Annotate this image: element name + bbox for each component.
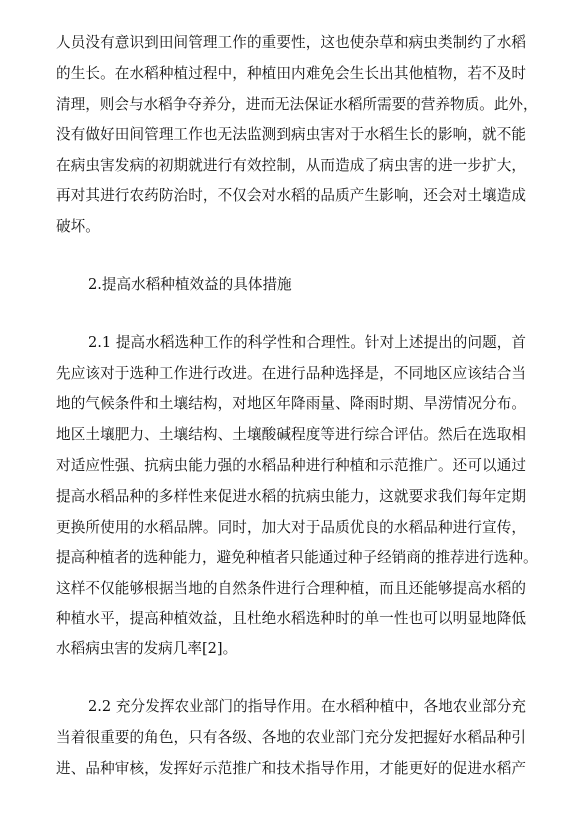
paragraph-2-line-2: 先应该对于选种工作进行改进。在进行品种选择是，不同地区应该结合当	[56, 365, 526, 382]
paragraph-1-line-7: 破坏。	[56, 218, 100, 235]
paragraph-1-line-3: 清理，则会与水稻争夺养分，进而无法保证水稻所需要的营养物质。此外，	[56, 96, 538, 113]
paragraph-2-line-1: 2.1 提高水稻选种工作的科学性和合理性。针对上述提出的问题，首	[88, 334, 526, 351]
paragraph-2-line-7: 更换所使用的水稻品牌。同时，加大对于品质优良的水稻品种进行宣传，	[56, 519, 526, 536]
paragraph-2-line-5: 对适应性强、抗病虫能力强的水稻品种进行种植和示范推广。还可以通过	[56, 457, 526, 474]
paragraph-2-line-10: 种植水平，提高种植效益，且杜绝水稻选种时的单一性也可以明显地降低	[56, 610, 526, 627]
paragraph-1-line-6: 再对其进行农药防治时，不仅会对水稻的品质产生影响，还会对土壤造成	[56, 187, 526, 204]
paragraph-1-line-5: 在病虫害发病的初期就进行有效控制，从而造成了病虫害的进一步扩大，	[56, 157, 526, 174]
paragraph-2-line-8: 提高种植者的选种能力，避免种植者只能通过种子经销商的推荐进行选种。	[56, 549, 538, 566]
paragraph-2-line-6: 提高水稻品种的多样性来促进水稻的抗病虫能力，这就要求我们每年定期	[56, 488, 526, 505]
paragraph-2-line-4: 地区土壤肥力、土壤结构、土壤酸碱程度等进行综合评估。然后在选取相	[56, 426, 526, 443]
paragraph-2-line-9: 这样不仅能够根据当地的自然条件进行合理种植，而且还能够提高水稻的	[56, 580, 526, 597]
paragraph-1-line-1: 人员没有意识到田间管理工作的重要性，这也使杂草和病虫类制约了水稻	[56, 34, 526, 51]
paragraph-1-line-2: 的生长。在水稻种植过程中，种植田内难免会生长出其他植物，若不及时	[56, 65, 526, 82]
paragraph-2-line-11: 水稻病虫害的发病几率[2]。	[56, 640, 238, 657]
paragraph-3-line-2: 当着很重要的角色，只有各级、各地的农业部门充分发把握好水稻品种引	[56, 729, 526, 746]
paragraph-2-line-3: 地的气候条件和土壤结构，对地区年降雨量、降雨时期、旱涝情况分布。	[56, 395, 526, 412]
paragraph-1-line-4: 没有做好田间管理工作也无法监测到病虫害对于水稻生长的影响，就不能	[56, 126, 526, 143]
paragraph-3-line-1: 2.2 充分发挥农业部门的指导作用。在水稻种植中，各地农业部分充	[88, 698, 526, 715]
section-heading: 2.提高水稻种植效益的具体措施	[88, 276, 292, 293]
paragraph-3-line-3: 进、品种审核，发挥好示范推广和技术指导作用，才能更好的促进水稻产	[56, 760, 526, 777]
